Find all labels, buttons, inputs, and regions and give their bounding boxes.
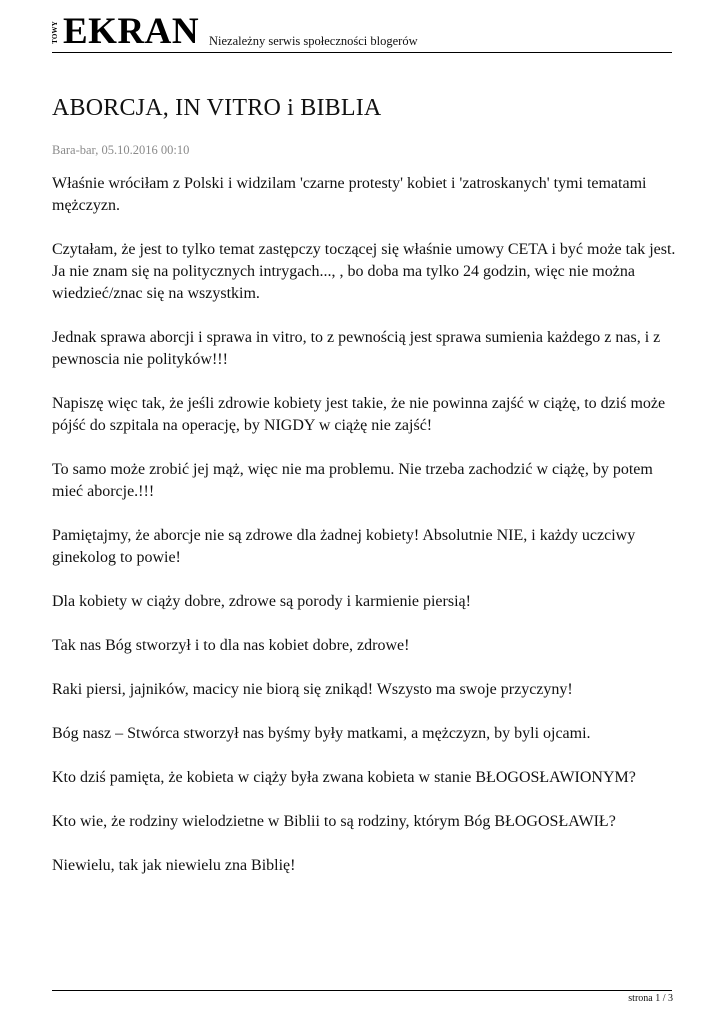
logo-small-text: TOWY xyxy=(51,21,59,44)
page-header xyxy=(51,11,672,53)
article-paragraph: Czytałam, że jest to tylko temat zastępczy toczącej się właśnie umowy CETA i być może tak jest. Ja nie znam się na politycznych intrygach..., , bo doba ma tylko 24 godzin, więc nie można wiedzieć/znac się na wszystkim. xyxy=(52,241,676,302)
article-paragraph: Kto wie, że rodziny wielodzietne w Biblii to są rodziny, którym Bóg BŁOGOSŁAWIŁ? xyxy=(52,813,616,830)
logo-text: EKRAN xyxy=(63,11,200,52)
article-body xyxy=(52,173,676,899)
article-meta: Bara-bar, 05.10.2016 00:10 xyxy=(52,143,190,157)
article-paragraph: Napiszę więc tak, że jeśli zdrowie kobiety jest takie, że nie powinna zajść w ciążę, to dziś może pójść do szpitala na operację, by NIGDY w ciążę nie zajść! xyxy=(52,395,666,434)
article-paragraph: Pamiętajmy, że aborcje nie są zdrowe dla żadnej kobiety! Absolutnie NIE, i każdy uczciwy ginekolog to powie! xyxy=(52,527,636,566)
article-paragraph: Raki piersi, jajników, macicy nie biorą się znikąd! Wszysto ma swoje przyczyny! xyxy=(52,681,573,698)
site-tagline: Niezależny serwis społeczności blogerów xyxy=(209,34,418,48)
article-paragraph: Dla kobiety w ciąży dobre, zdrowe są porody i karmienie piersią! xyxy=(52,593,471,610)
article-paragraph: Kto dziś pamięta, że kobieta w ciąży była zwana kobieta w stanie BŁOGOSŁAWIONYM? xyxy=(52,769,636,786)
article-paragraph: Właśnie wróciłam z Polski i widzilam 'czarne protesty' kobiet i 'zatroskanych' tymi tematami mężczyzn. xyxy=(52,175,647,214)
article-paragraph: Bóg nasz – Stwórca stworzył nas byśmy były matkami, a mężczyzn, by byli ojcami. xyxy=(52,725,591,742)
article-title: ABORCJA, IN VITRO i BIBLIA xyxy=(52,95,382,121)
article-paragraph: To samo może zrobić jej mąż, więc nie ma problemu. Nie trzeba zachodzić w ciążę, by potem mieć aborcje.!!! xyxy=(52,461,653,500)
page-number: strona 1 / 3 xyxy=(628,993,673,1004)
article-paragraph: Tak nas Bóg stworzył i to dla nas kobiet dobre, zdrowe! xyxy=(52,637,410,654)
article-paragraph: Niewielu, tak jak niewielu zna Biblię! xyxy=(52,857,296,874)
article-paragraph: Jednak sprawa aborcji i sprawa in vitro, to z pewnością jest sprawa sumienia każdego z nas, i z pewnoscia nie polityków!!! xyxy=(52,329,661,368)
site-logo xyxy=(51,11,200,52)
footer-divider xyxy=(52,990,672,991)
